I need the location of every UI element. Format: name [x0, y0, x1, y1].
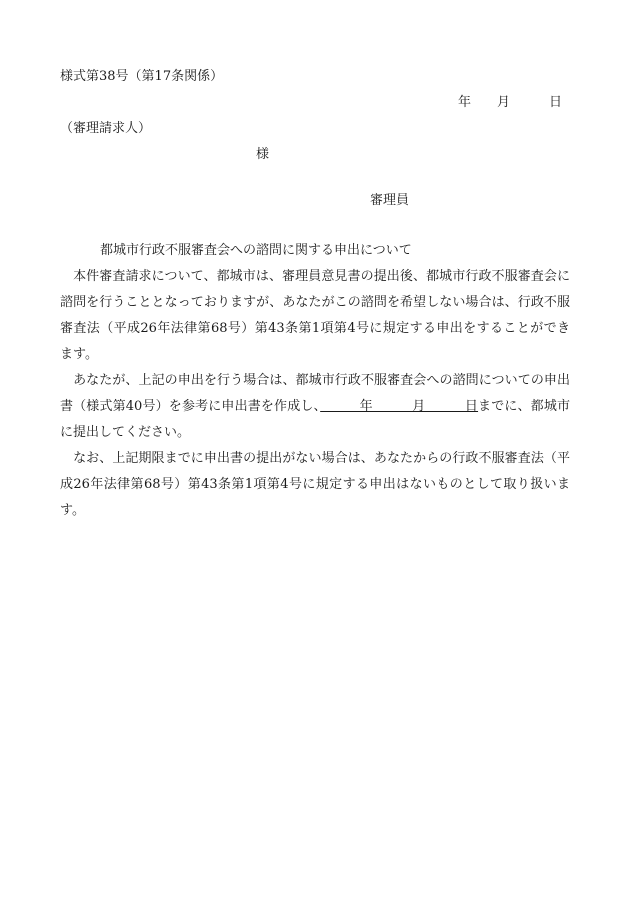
para2-text-before: 書（様式第40号）を参考に申出書を作成し、: [60, 399, 321, 414]
para2-line: に提出してください。: [60, 425, 191, 440]
sama-honorific: 様: [256, 147, 270, 162]
form-label: 様式第38号（第17条関係）: [60, 69, 224, 84]
requester-label: （審理請求人）: [60, 121, 152, 136]
examiner-label: 審理員: [370, 193, 410, 208]
para3-line: なお、上記期限までに申出書の提出がない場合は、あなたからの行政不服審査法（平: [60, 451, 570, 466]
para2-line-deadline: [60, 399, 570, 415]
document-title: 都城市行政不服審査会への諮問に関する申出について: [100, 243, 412, 258]
para1-line: 諮問を行うこととなっておりますが、あなたがこの諮問を希望しない場合は、行政不服: [60, 295, 570, 310]
para2-line: あなたが、上記の申出を行う場合は、都城市行政不服審査会への諮問についての申出: [60, 373, 570, 388]
deadline-blank: 年 月 日: [320, 399, 479, 414]
para3-line: 成26年法律第68号）第43条第1項第4号に規定する申出はないものとして取り扱いま: [60, 477, 570, 492]
para2-text-after: までに、都城市: [478, 399, 570, 414]
para1-line: 審査法（平成26年法律第68号）第43条第1項第4号に規定する申出をすることができ: [60, 321, 570, 336]
para3-line: す。: [60, 503, 85, 518]
para1-line: ます。: [60, 347, 98, 362]
para1-line: 本件審査請求について、都城市は、審理員意見書の提出後、都城市行政不服審査会に: [60, 269, 570, 284]
date-line: 年 月 日: [457, 95, 562, 110]
